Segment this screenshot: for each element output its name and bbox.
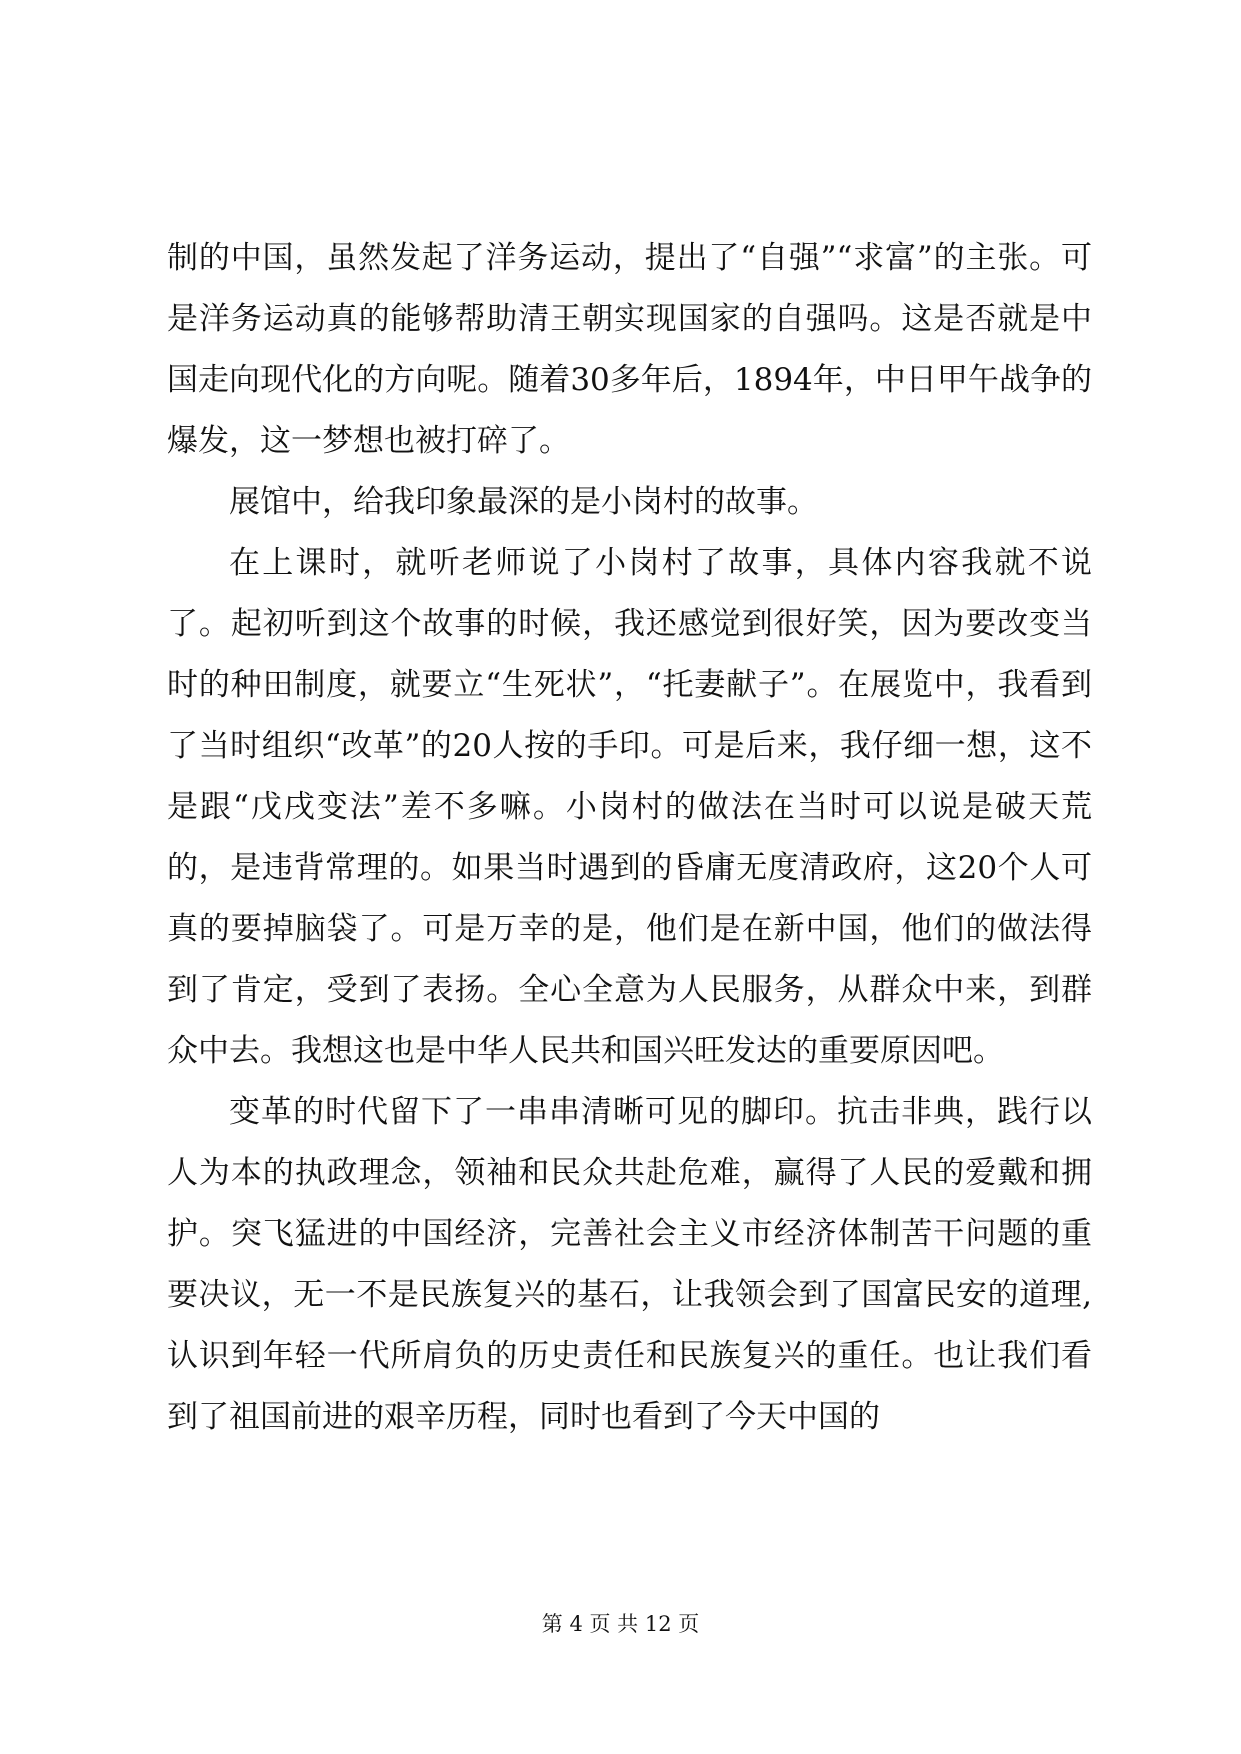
page-number-footer: 第 4 页 共 12 页 (541, 1612, 700, 1636)
body-text (167, 228, 1092, 1448)
paragraph-3: 在上课时，就听老师说了小岗村了故事，具体内容我就不说了。起初听到这个故事的时候，我还感觉到很好笑，因为要改变当时的种田制度，就要立“生死状”，“托妻献子”。在展览中，我看到了当时组织“改革”的20人按的手印。可是后来，我仔细一想，这不是跟“戊戌变法”差不多嘛。小岗村的做法在当时可以说是破天荒的，是违背常理的。如果当时遇到的昏庸无度清政府，这20个人可真的要掉脑袋了。可是万幸的是，他们是在新中国，他们的做法得到了肯定，受到了表扬。全心全意为人民服务，从群众中来，到群众中去。我想这也是中华人民共和国兴旺发达的重要原因吧。 (167, 545, 1092, 1069)
paragraph-1: 制的中国，虽然发起了洋务运动，提出了“自强”“求富”的主张。可是洋务运动真的能够帮助清王朝实现国家的自强吗。这是否就是中国走向现代化的方向呢。随着30多年后，1894年，中日甲午战争的爆发，这一梦想也被打碎了。 (167, 240, 1092, 459)
paragraph-4: 变革的时代留下了一串串清晰可见的脚印。抗击非典，践行以人为本的执政理念，领袖和民众共赴危难，赢得了人民的爱戴和拥护。突飞猛进的中国经济，完善社会主义市经济体制苦干问题的重要决议，无一不是民族复兴的基石，让我领会到了国富民安的道理,认识到年轻一代所肩负的历史责任和民族复兴的重任。也让我们看到了祖国前进的艰辛历程，同时也看到了今天中国的 (167, 1094, 1092, 1435)
paragraph-2: 展馆中，给我印象最深的是小岗村的故事。 (229, 484, 818, 520)
